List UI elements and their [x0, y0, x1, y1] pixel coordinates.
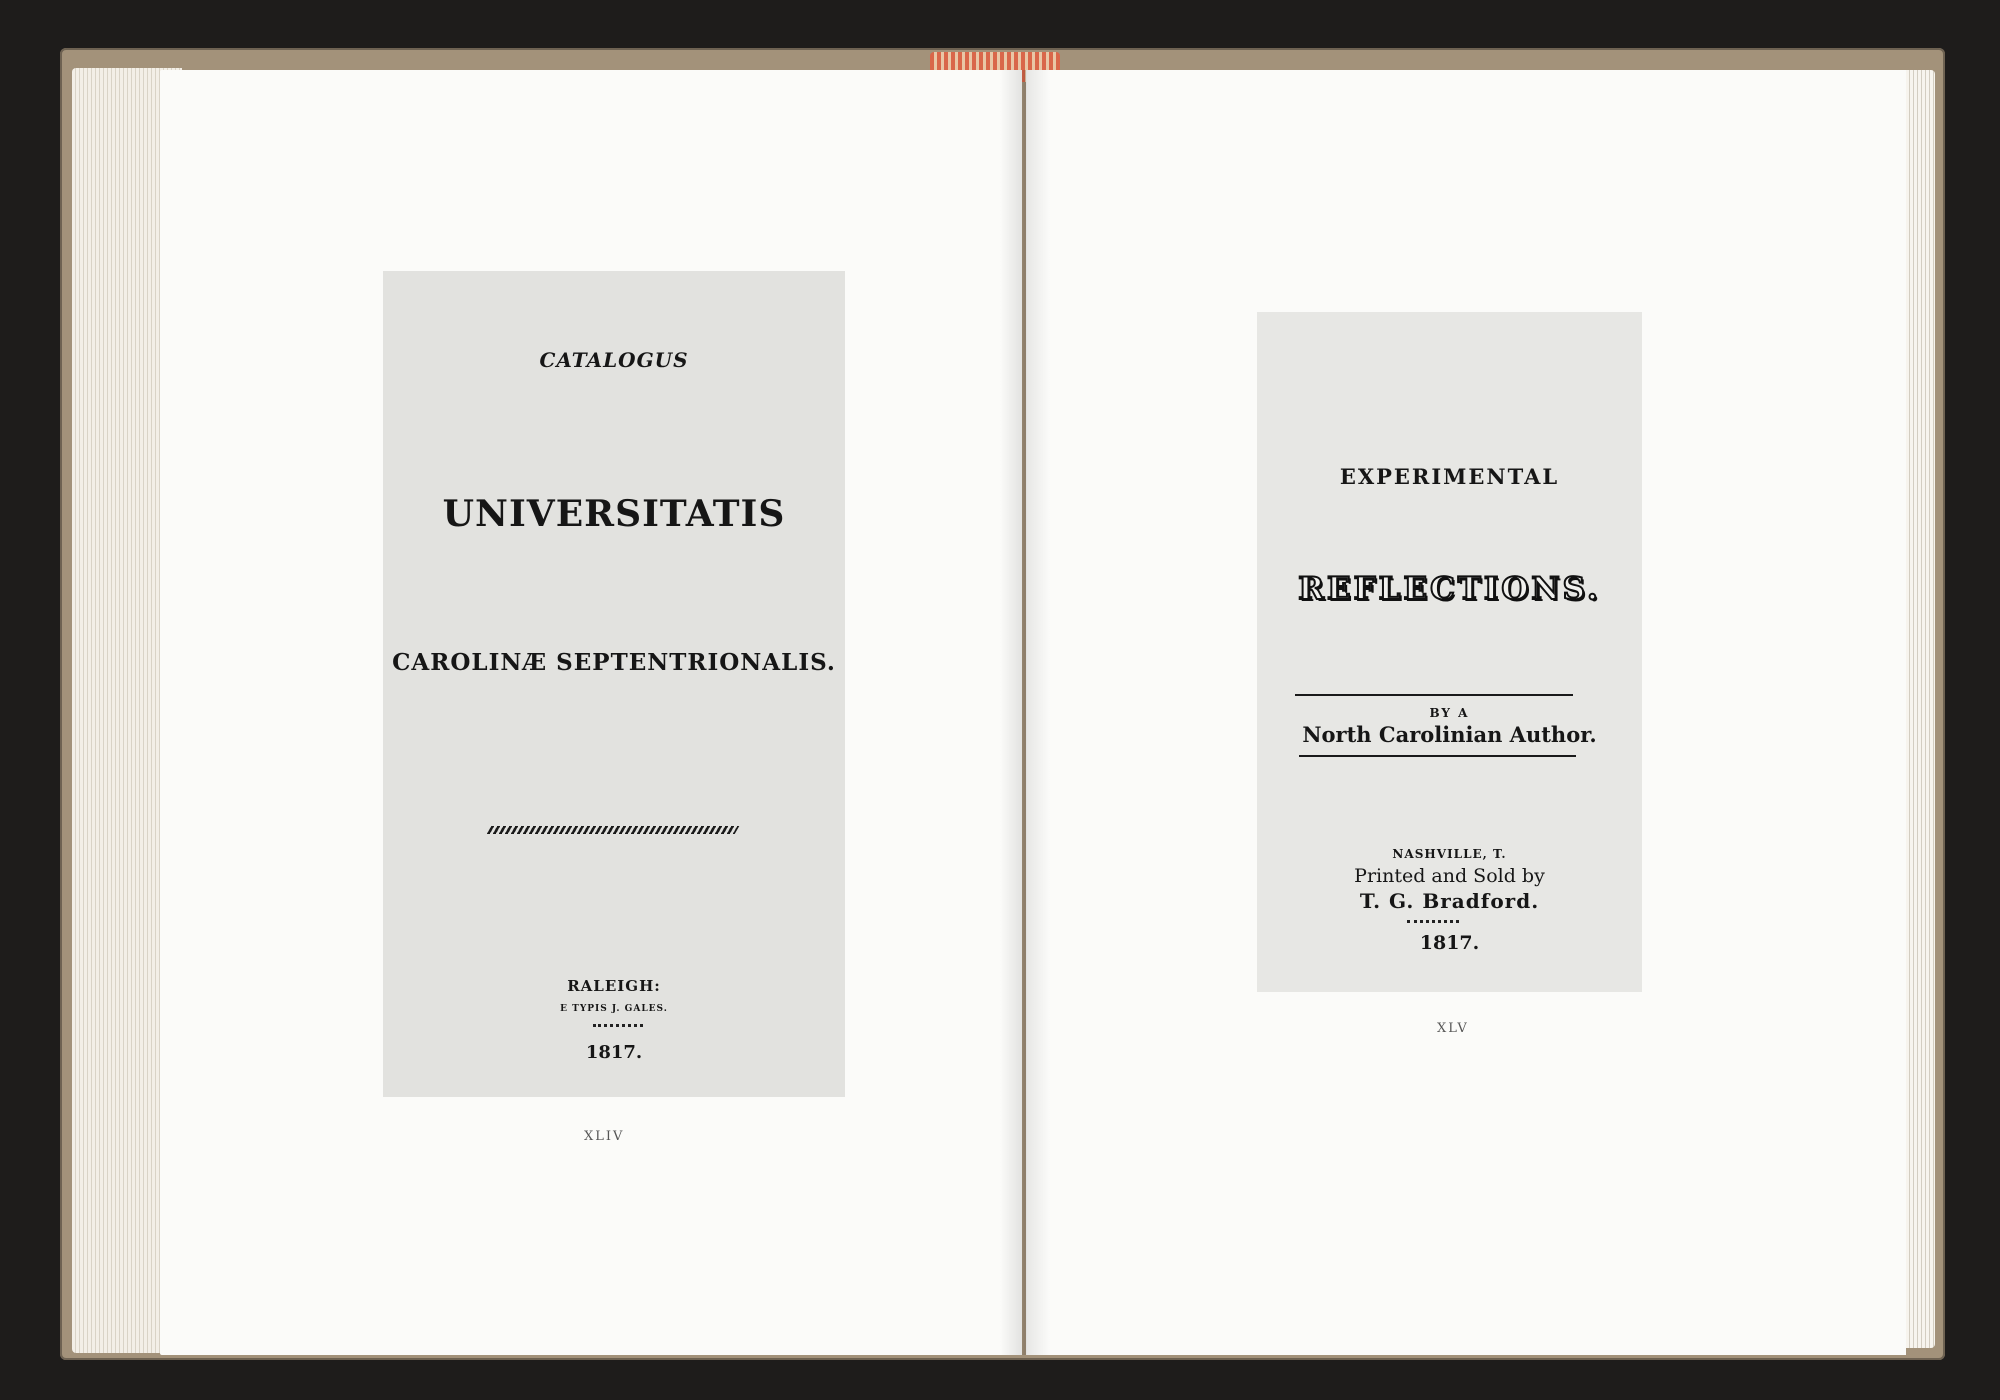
imprint-printer: E TYPIS J. GALES.: [560, 1004, 668, 1014]
by-line: BY A: [1429, 706, 1470, 720]
rule-bottom: [1299, 755, 1576, 757]
plate-line-experimental: EXPERIMENTAL: [1339, 464, 1560, 489]
imprint-year: 1817.: [1419, 932, 1480, 954]
author-line: North Carolinian Author.: [1302, 722, 1597, 747]
dotted-rule: [1407, 920, 1459, 923]
book-gutter: [1000, 70, 1050, 1355]
dotted-rule: [593, 1024, 643, 1027]
title-page-plate-right: [1257, 312, 1642, 992]
imprint-place: RALEIGH:: [567, 977, 661, 995]
plate-line-universitatis: UNIVERSITATIS: [442, 493, 786, 535]
page-number-left: XLIV: [584, 1129, 625, 1144]
title-page-plate-left: [383, 271, 845, 1097]
rule-top: [1295, 694, 1573, 696]
page-number-right: XLV: [1437, 1021, 1469, 1036]
imprint-printer: T. G. Bradford.: [1359, 889, 1540, 913]
imprint-year: 1817.: [585, 1042, 643, 1063]
ornamental-rule: [487, 826, 740, 834]
plate-line-carolinae: CAROLINÆ SEPTENTRIONALIS.: [392, 649, 836, 676]
imprint-printed-line: Printed and Sold by: [1354, 865, 1545, 887]
plate-line-catalogus: CATALOGUS: [539, 348, 689, 372]
plate-line-reflections: REFLECTIONS.: [1298, 571, 1601, 607]
imprint-place: NASHVILLE, T.: [1392, 847, 1507, 861]
